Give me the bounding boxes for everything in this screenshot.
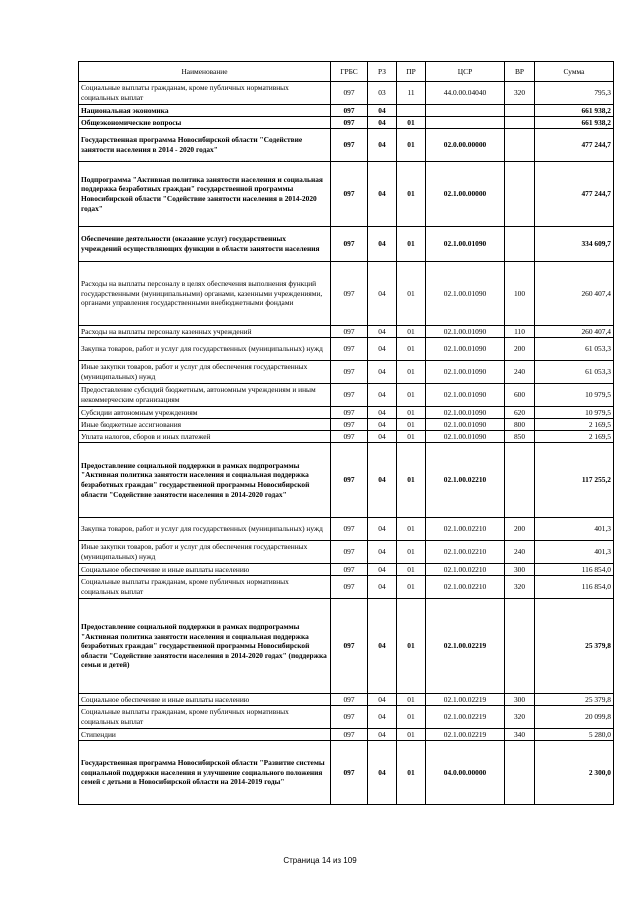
- row-name-cell: Подпрограмма "Активная политика занятости населения и социальная поддержка безработных граждан" государственной программы Новосибирской области "Содействие занятости населения в 2014-2020 годах": [79, 162, 331, 227]
- row-rz-cell: 04: [368, 518, 397, 541]
- table-row: [79, 227, 614, 262]
- row-pr-cell: 11: [397, 82, 426, 105]
- row-rz-cell: 04: [368, 262, 397, 326]
- row-rz-cell: 04: [368, 361, 397, 384]
- row-pr-cell: 01: [397, 262, 426, 326]
- row-rz-cell: 04: [368, 105, 397, 117]
- row-rz-cell: 04: [368, 419, 397, 431]
- row-csr-cell: 02.1.00.01090: [426, 407, 505, 419]
- row-pr-cell: 01: [397, 407, 426, 419]
- row-sum-cell: 20 099,8: [535, 706, 614, 729]
- table-row: [79, 419, 614, 431]
- row-csr-cell: 02.1.00.02210: [426, 564, 505, 576]
- row-sum-cell: 61 053,3: [535, 338, 614, 361]
- row-pr-cell: 01: [397, 129, 426, 162]
- row-pr-cell: 01: [397, 518, 426, 541]
- row-grbs-cell: 097: [331, 741, 368, 805]
- row-name-cell: Иные закупки товаров, работ и услуг для обеспечения государственных (муниципальных) нужд: [79, 361, 331, 384]
- row-rz-cell: 04: [368, 729, 397, 741]
- row-csr-cell: 02.1.00.02210: [426, 576, 505, 599]
- row-sum-cell: 10 979,5: [535, 384, 614, 407]
- row-vr-cell: 620: [505, 407, 535, 419]
- row-pr-cell: 01: [397, 576, 426, 599]
- header-sum: Сумма: [535, 62, 614, 82]
- row-sum-cell: 10 979,5: [535, 407, 614, 419]
- header-vr: ВР: [505, 62, 535, 82]
- row-vr-cell: 300: [505, 564, 535, 576]
- row-grbs-cell: 097: [331, 729, 368, 741]
- row-sum-cell: 2 169,5: [535, 431, 614, 443]
- row-grbs-cell: 097: [331, 82, 368, 105]
- row-vr-cell: 320: [505, 82, 535, 105]
- table-row: [79, 407, 614, 419]
- row-rz-cell: 04: [368, 443, 397, 518]
- row-vr-cell: [505, 599, 535, 694]
- row-name-cell: Национальная экономика: [79, 105, 331, 117]
- row-pr-cell: 01: [397, 694, 426, 706]
- header-grbs: ГРБС: [331, 62, 368, 82]
- header-csr: ЦСР: [426, 62, 505, 82]
- row-csr-cell: 04.0.00.00000: [426, 741, 505, 805]
- row-name-cell: Субсидии автономным учреждениям: [79, 407, 331, 419]
- row-name-cell: Социальные выплаты гражданам, кроме публичных нормативных социальных выплат: [79, 82, 331, 105]
- row-vr-cell: [505, 105, 535, 117]
- table-row: [79, 105, 614, 117]
- row-sum-cell: 116 854,0: [535, 564, 614, 576]
- row-rz-cell: 04: [368, 564, 397, 576]
- row-csr-cell: 02.1.00.02210: [426, 518, 505, 541]
- row-rz-cell: 04: [368, 541, 397, 564]
- row-pr-cell: 01: [397, 384, 426, 407]
- row-sum-cell: 401,3: [535, 518, 614, 541]
- row-rz-cell: 04: [368, 741, 397, 805]
- row-csr-cell: 02.1.00.02219: [426, 706, 505, 729]
- header-name: Наименование: [79, 62, 331, 82]
- row-rz-cell: 04: [368, 129, 397, 162]
- row-csr-cell: 02.1.00.01090: [426, 326, 505, 338]
- row-vr-cell: 240: [505, 541, 535, 564]
- table-row: [79, 129, 614, 162]
- row-vr-cell: [505, 129, 535, 162]
- row-vr-cell: 320: [505, 576, 535, 599]
- row-sum-cell: 116 854,0: [535, 576, 614, 599]
- row-vr-cell: 240: [505, 361, 535, 384]
- row-name-cell: Предоставление социальной поддержки в рамках подпрограммы "Активная политика занятости населения и социальная поддержка безработных граждан" государственной программы Новосибирской области "Содействие занятости населения в 2014-2020 годах" (поддержка семьи и детей): [79, 599, 331, 694]
- row-sum-cell: 401,3: [535, 541, 614, 564]
- table-row: [79, 443, 614, 518]
- row-sum-cell: 260 407,4: [535, 326, 614, 338]
- row-name-cell: Государственная программа Новосибирской области "Развитие системы социальной поддержки населения и улучшение социального положения семей с детьми в Новосибирской области на 2014-2019 годы": [79, 741, 331, 805]
- row-grbs-cell: 097: [331, 129, 368, 162]
- row-csr-cell: 44.0.00.04040: [426, 82, 505, 105]
- row-grbs-cell: 097: [331, 117, 368, 129]
- row-grbs-cell: 097: [331, 518, 368, 541]
- row-pr-cell: 01: [397, 361, 426, 384]
- row-rz-cell: 04: [368, 338, 397, 361]
- table-row: [79, 729, 614, 741]
- row-sum-cell: 2 300,0: [535, 741, 614, 805]
- row-vr-cell: [505, 162, 535, 227]
- row-vr-cell: 200: [505, 338, 535, 361]
- row-name-cell: Социальные выплаты гражданам, кроме публичных нормативных социальных выплат: [79, 576, 331, 599]
- row-csr-cell: 02.1.00.01090: [426, 338, 505, 361]
- row-pr-cell: 01: [397, 338, 426, 361]
- row-name-cell: Расходы на выплаты персоналу казенных учреждений: [79, 326, 331, 338]
- row-vr-cell: 850: [505, 431, 535, 443]
- row-csr-cell: [426, 117, 505, 129]
- row-pr-cell: 01: [397, 706, 426, 729]
- row-pr-cell: 01: [397, 564, 426, 576]
- row-csr-cell: 02.1.00.01090: [426, 384, 505, 407]
- row-rz-cell: 04: [368, 599, 397, 694]
- row-rz-cell: 04: [368, 407, 397, 419]
- row-grbs-cell: 097: [331, 227, 368, 262]
- row-sum-cell: 61 053,3: [535, 361, 614, 384]
- row-rz-cell: 03: [368, 82, 397, 105]
- row-vr-cell: 110: [505, 326, 535, 338]
- row-grbs-cell: 097: [331, 443, 368, 518]
- budget-table: [78, 61, 614, 805]
- row-vr-cell: 600: [505, 384, 535, 407]
- row-vr-cell: [505, 741, 535, 805]
- row-grbs-cell: 097: [331, 564, 368, 576]
- table-row: [79, 162, 614, 227]
- row-rz-cell: 04: [368, 706, 397, 729]
- row-sum-cell: 260 407,4: [535, 262, 614, 326]
- row-rz-cell: 04: [368, 117, 397, 129]
- row-name-cell: Стипендии: [79, 729, 331, 741]
- row-sum-cell: 334 609,7: [535, 227, 614, 262]
- row-grbs-cell: 097: [331, 407, 368, 419]
- table-row: [79, 338, 614, 361]
- row-name-cell: Государственная программа Новосибирской области "Содействие занятости населения в 2014 - 2020 годах": [79, 129, 331, 162]
- row-pr-cell: 01: [397, 741, 426, 805]
- row-csr-cell: 02.1.00.01090: [426, 227, 505, 262]
- row-grbs-cell: 097: [331, 361, 368, 384]
- row-grbs-cell: 097: [331, 541, 368, 564]
- table-row: [79, 706, 614, 729]
- table-row: [79, 741, 614, 805]
- row-csr-cell: 02.0.00.00000: [426, 129, 505, 162]
- row-grbs-cell: 097: [331, 419, 368, 431]
- row-vr-cell: 200: [505, 518, 535, 541]
- row-grbs-cell: 097: [331, 338, 368, 361]
- table-row: [79, 518, 614, 541]
- budget-table-sheet: [78, 61, 613, 805]
- row-name-cell: Общеэкономические вопросы: [79, 117, 331, 129]
- row-pr-cell: 01: [397, 443, 426, 518]
- row-sum-cell: 2 169,5: [535, 419, 614, 431]
- row-sum-cell: 477 244,7: [535, 162, 614, 227]
- row-grbs-cell: 097: [331, 326, 368, 338]
- row-rz-cell: 04: [368, 431, 397, 443]
- row-name-cell: Предоставление субсидий бюджетным, автономным учреждениям и иным некоммерческим организациям: [79, 384, 331, 407]
- row-grbs-cell: 097: [331, 694, 368, 706]
- table-row: [79, 384, 614, 407]
- row-grbs-cell: 097: [331, 262, 368, 326]
- row-vr-cell: [505, 227, 535, 262]
- table-row: [79, 326, 614, 338]
- row-sum-cell: 25 379,8: [535, 694, 614, 706]
- row-rz-cell: 04: [368, 694, 397, 706]
- row-csr-cell: 02.1.00.02210: [426, 443, 505, 518]
- row-vr-cell: 300: [505, 694, 535, 706]
- row-name-cell: Социальное обеспечение и иные выплаты населению: [79, 694, 331, 706]
- row-rz-cell: 04: [368, 384, 397, 407]
- table-row: [79, 599, 614, 694]
- table-row: [79, 431, 614, 443]
- row-csr-cell: 02.1.00.00000: [426, 162, 505, 227]
- row-name-cell: Уплата налогов, сборов и иных платежей: [79, 431, 331, 443]
- table-row: [79, 694, 614, 706]
- table-row: [79, 361, 614, 384]
- table-row: [79, 262, 614, 326]
- row-grbs-cell: 097: [331, 431, 368, 443]
- row-name-cell: Иные закупки товаров, работ и услуг для обеспечения государственных (муниципальных) нужд: [79, 541, 331, 564]
- row-pr-cell: [397, 105, 426, 117]
- row-csr-cell: 02.1.00.01090: [426, 431, 505, 443]
- row-pr-cell: 01: [397, 431, 426, 443]
- row-grbs-cell: 097: [331, 162, 368, 227]
- row-csr-cell: 02.1.00.02219: [426, 694, 505, 706]
- row-name-cell: Расходы на выплаты персоналу в целях обеспечения выполнения функций государственными (муниципальными) органами, казенными учреждениями, органами управления государственными внебюджетными фондами: [79, 262, 331, 326]
- row-name-cell: Социальные выплаты гражданам, кроме публичных нормативных социальных выплат: [79, 706, 331, 729]
- row-sum-cell: 795,3: [535, 82, 614, 105]
- page-footer: Страница 14 из 109: [283, 856, 357, 865]
- row-vr-cell: 320: [505, 706, 535, 729]
- header-rz: РЗ: [368, 62, 397, 82]
- row-name-cell: Закупка товаров, работ и услуг для государственных (муниципальных) нужд: [79, 518, 331, 541]
- row-rz-cell: 04: [368, 576, 397, 599]
- row-vr-cell: 100: [505, 262, 535, 326]
- row-grbs-cell: 097: [331, 706, 368, 729]
- row-csr-cell: 02.1.00.01090: [426, 419, 505, 431]
- row-grbs-cell: 097: [331, 599, 368, 694]
- row-csr-cell: [426, 105, 505, 117]
- row-sum-cell: 5 280,0: [535, 729, 614, 741]
- row-grbs-cell: 097: [331, 384, 368, 407]
- row-pr-cell: 01: [397, 599, 426, 694]
- row-pr-cell: 01: [397, 227, 426, 262]
- row-vr-cell: [505, 443, 535, 518]
- table-row: [79, 564, 614, 576]
- row-csr-cell: 02.1.00.02219: [426, 729, 505, 741]
- row-vr-cell: 340: [505, 729, 535, 741]
- row-sum-cell: 477 244,7: [535, 129, 614, 162]
- row-name-cell: Предоставление социальной поддержки в рамках подпрограммы "Активная политика занятости населения и социальная поддержка безработных граждан" государственной программы Новосибирской области "Содействие занятости населения в 2014-2020 годах": [79, 443, 331, 518]
- row-name-cell: Обеспечение деятельности (оказание услуг) государственных учреждений осуществляющих функции в области занятости населения: [79, 227, 331, 262]
- row-vr-cell: [505, 117, 535, 129]
- row-pr-cell: 01: [397, 162, 426, 227]
- table-row: [79, 576, 614, 599]
- row-rz-cell: 04: [368, 227, 397, 262]
- row-pr-cell: 01: [397, 419, 426, 431]
- row-pr-cell: 01: [397, 326, 426, 338]
- row-grbs-cell: 097: [331, 576, 368, 599]
- row-csr-cell: 02.1.00.02210: [426, 541, 505, 564]
- row-vr-cell: 800: [505, 419, 535, 431]
- row-csr-cell: 02.1.00.02219: [426, 599, 505, 694]
- row-pr-cell: 01: [397, 541, 426, 564]
- row-sum-cell: 661 938,2: [535, 105, 614, 117]
- header-pr: ПР: [397, 62, 426, 82]
- row-csr-cell: 02.1.00.01090: [426, 262, 505, 326]
- row-pr-cell: 01: [397, 117, 426, 129]
- row-sum-cell: 117 255,2: [535, 443, 614, 518]
- table-row: [79, 541, 614, 564]
- row-name-cell: Иные бюджетные ассигнования: [79, 419, 331, 431]
- table-header-row: [79, 62, 614, 82]
- table-row: [79, 117, 614, 129]
- row-name-cell: Закупка товаров, работ и услуг для государственных (муниципальных) нужд: [79, 338, 331, 361]
- row-sum-cell: 661 938,2: [535, 117, 614, 129]
- row-name-cell: Социальное обеспечение и иные выплаты населению: [79, 564, 331, 576]
- table-row: [79, 82, 614, 105]
- row-pr-cell: 01: [397, 729, 426, 741]
- row-rz-cell: 04: [368, 326, 397, 338]
- row-rz-cell: 04: [368, 162, 397, 227]
- row-grbs-cell: 097: [331, 105, 368, 117]
- row-sum-cell: 25 379,8: [535, 599, 614, 694]
- row-csr-cell: 02.1.00.01090: [426, 361, 505, 384]
